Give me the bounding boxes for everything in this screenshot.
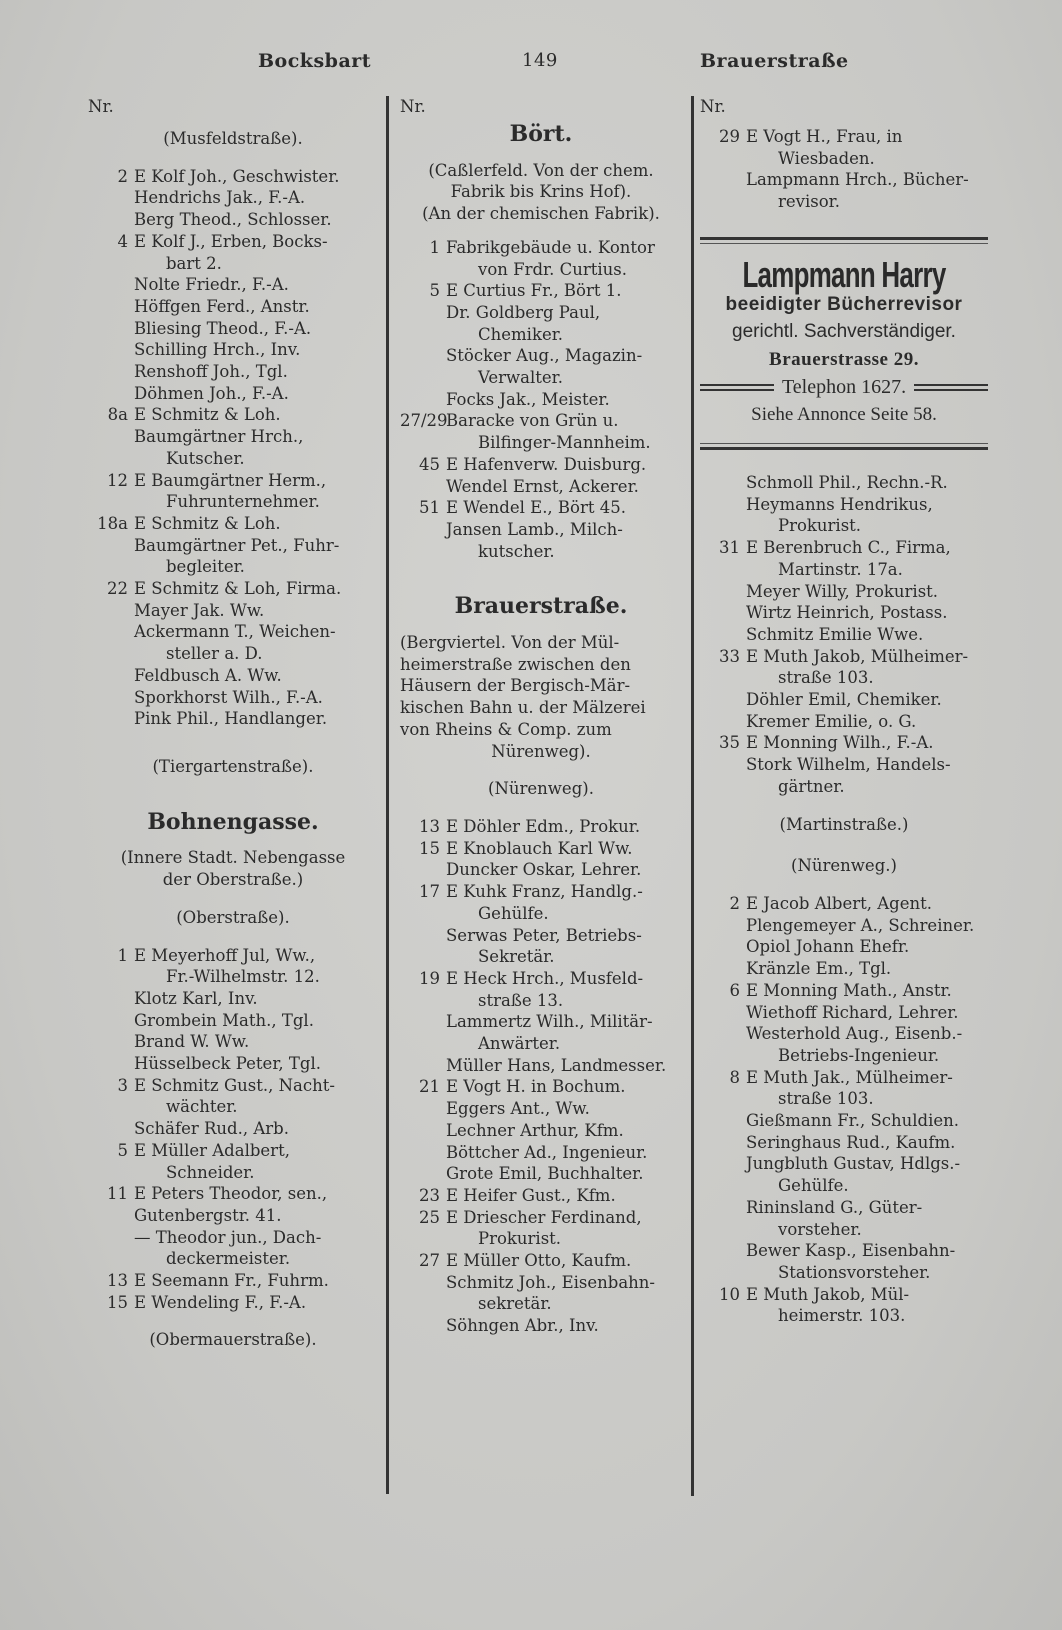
entry-continuation: heimerstr. 103.: [778, 1306, 906, 1326]
entry-text: E Müller Adalbert,: [134, 1140, 290, 1160]
directory-entry: [700, 1284, 988, 1327]
directory-entry: [400, 1120, 682, 1142]
directory-entry: [88, 339, 378, 361]
entry-continuation: steller a. D.: [166, 644, 263, 664]
entry-text: Brand W. Ww.: [134, 1032, 250, 1052]
entry-text: E Muth Jak., Mülheimer-: [746, 1067, 953, 1087]
entry-text: Eggers Ant., Ww.: [446, 1099, 590, 1119]
directory-entry: [88, 1031, 378, 1053]
entry-continuation: Stationsvorsteher.: [778, 1262, 931, 1282]
entry-list: [400, 237, 682, 563]
entry-text: — Theodor jun., Dach-: [134, 1227, 322, 1247]
directory-entry: [700, 169, 988, 212]
street-description-line: kischen Bahn u. der Mälzerei: [400, 698, 646, 718]
directory-entry: [700, 915, 988, 937]
directory-entry: [88, 687, 378, 709]
entry-text: Stöcker Aug., Magazin-: [446, 346, 643, 366]
entry-text: E Jacob Albert, Agent.: [746, 893, 932, 913]
house-number: 19: [419, 968, 440, 988]
directory-entry: [400, 345, 682, 388]
entry-text: Opiol Johann Ehefr.: [746, 937, 910, 957]
entry-text: Plengemeyer A., Schreiner.: [746, 915, 975, 935]
entry-text: E Muth Jakob, Mülheimer-: [746, 646, 969, 666]
directory-entry: [88, 1075, 378, 1118]
street-description-line: (Bergviertel. Von der Mül-: [400, 633, 620, 653]
house-number: 5: [117, 1140, 128, 1160]
cross-street-heading: (Tiergartenstraße).: [152, 756, 314, 776]
street-heading: Bohnengasse.: [147, 808, 319, 835]
ad-telephone-row: [700, 377, 988, 399]
street-heading: Brauerstraße.: [454, 593, 628, 620]
directory-entry: [88, 426, 378, 469]
directory-entry: [700, 494, 988, 537]
directory-entry: [88, 945, 378, 988]
house-number: 2: [117, 166, 128, 186]
entry-text: Feldbusch A. Ww.: [134, 665, 282, 685]
ad-double-rule: [700, 384, 774, 391]
street-description: [400, 632, 682, 762]
column-divider: [691, 96, 694, 1496]
house-number: 4: [117, 231, 128, 251]
directory-entry: [400, 1163, 682, 1185]
entry-continuation: Anwärter.: [478, 1034, 561, 1054]
entry-text: Lampmann Hrch., Bücher-: [746, 170, 969, 190]
house-number: 15: [419, 838, 440, 858]
ad-rule: [700, 243, 988, 244]
directory-entry: [700, 936, 988, 958]
entry-text: E Heifer Gust., Kfm.: [446, 1185, 616, 1205]
directory-entry: [88, 274, 378, 296]
directory-entry: [700, 1110, 988, 1132]
entry-text: Berg Theod., Schlosser.: [134, 210, 332, 230]
cross-street-heading: (Oberstraße).: [176, 907, 290, 927]
entry-text: E Seemann Fr., Fuhrm.: [134, 1271, 329, 1291]
nr-label: Nr.: [700, 97, 726, 116]
ad-rule: [700, 447, 988, 450]
street-description: Fabrik bis Krins Hof).: [450, 182, 632, 202]
entry-continuation: Gehülfe.: [478, 903, 549, 923]
entry-text: Serwas Peter, Betriebs-: [446, 925, 642, 945]
directory-entry: [88, 621, 378, 664]
entry-text: Schäfer Rud., Arb.: [134, 1119, 289, 1139]
directory-entry: [400, 1098, 682, 1120]
directory-entry: [400, 1011, 682, 1054]
entry-continuation: wächter.: [166, 1097, 238, 1117]
house-number: 31: [719, 538, 740, 558]
entry-continuation: gärtner.: [778, 776, 845, 796]
entry-text: Höffgen Ferd., Anstr.: [134, 296, 310, 316]
street-description-line: Häusern der Bergisch-Mär-: [400, 676, 631, 696]
house-number: 2: [729, 893, 740, 913]
entry-text: Lechner Arthur, Kfm.: [446, 1120, 624, 1140]
entry-continuation: Sekretär.: [478, 947, 555, 967]
entry-text: Grote Emil, Buchhalter.: [446, 1164, 644, 1184]
house-number: 17: [419, 882, 440, 902]
entry-list: [88, 166, 378, 730]
directory-entry: [88, 1270, 378, 1292]
entry-text: Wirtz Heinrich, Postass.: [746, 603, 948, 623]
directory-entry: [700, 126, 988, 169]
entry-text: E Döhler Edm., Prokur.: [446, 816, 641, 836]
directory-entry: [88, 600, 378, 622]
entry-continuation: Schneider.: [166, 1162, 255, 1182]
entry-text: Bliesing Theod., F.-A.: [134, 318, 312, 338]
entry-text: Westerhold Aug., Eisenb.-: [746, 1024, 963, 1044]
entry-text: E Kuhk Franz, Handlg.-: [446, 882, 643, 902]
directory-entry: [88, 383, 378, 405]
entry-continuation: Prokurist.: [478, 1229, 562, 1249]
directory-entry: [400, 1185, 682, 1207]
entry-continuation: Fuhrunternehmer.: [166, 492, 320, 512]
house-number: 13: [419, 816, 440, 836]
entry-continuation: von Frdr. Curtius.: [478, 259, 627, 279]
entry-continuation: deckermeister.: [166, 1249, 291, 1269]
directory-entry: [400, 859, 682, 881]
entry-text: Duncker Oskar, Lehrer.: [446, 860, 642, 880]
entry-text: E Wendeling F., F.-A.: [134, 1292, 307, 1312]
directory-entry: [700, 893, 988, 915]
directory-entry: [400, 1272, 682, 1315]
house-number: 12: [107, 470, 128, 490]
directory-entry: [700, 472, 988, 494]
entry-text: Seringhaus Rud., Kaufm.: [746, 1132, 956, 1152]
running-head-left: Bocksbart: [258, 50, 372, 72]
directory-entry: [88, 470, 378, 513]
house-number: 1: [429, 237, 440, 257]
entry-text: Gießmann Fr., Schuldien.: [746, 1111, 960, 1131]
directory-entry: [400, 1250, 682, 1272]
entry-text: Bewer Kasp., Eisenbahn-: [746, 1241, 956, 1261]
street-description: der Oberstraße.): [162, 870, 304, 890]
entry-continuation: straße 13.: [478, 990, 564, 1010]
street-description: (An der chemischen Fabrik).: [422, 204, 660, 224]
street-description-line: heimerstraße zwischen den: [400, 654, 631, 674]
entry-text: E Wendel E., Bört 45.: [446, 498, 626, 518]
house-number: 1: [117, 945, 128, 965]
entry-text: E Schmitz Gust., Nacht-: [134, 1075, 335, 1095]
entry-text: Rininsland G., Güter-: [746, 1197, 923, 1217]
house-number: 15: [107, 1292, 128, 1312]
directory-entry: [88, 187, 378, 209]
entry-text: Focks Jak., Meister.: [446, 389, 610, 409]
entry-continuation: Martinstr. 17a.: [778, 559, 903, 579]
directory-entry: [700, 980, 988, 1002]
entry-text: Schmitz Emilie Wwe.: [746, 624, 924, 644]
directory-entry: [88, 1053, 378, 1075]
directory-entry: [88, 1205, 378, 1227]
column-divider: [386, 96, 389, 1494]
entry-text: Jansen Lamb., Milch-: [446, 519, 623, 539]
directory-entry: [700, 1002, 988, 1024]
entry-continuation: Fr.-Wilhelmstr. 12.: [166, 967, 320, 987]
entry-text: E Meyerhoff Jul, Ww.,: [134, 945, 316, 965]
house-number: 33: [719, 646, 740, 666]
house-number: 22: [107, 579, 128, 599]
house-number: 25: [419, 1207, 440, 1227]
directory-entry: [88, 535, 378, 578]
directory-entry: [88, 1010, 378, 1032]
entry-list: [700, 472, 988, 798]
house-number: 21: [419, 1077, 440, 1097]
entry-continuation: Bilfinger-Mannheim.: [478, 433, 651, 453]
directory-entry: [400, 838, 682, 860]
entry-text: Dr. Goldberg Paul,: [446, 302, 601, 322]
entry-text: Baumgärtner Pet., Fuhr-: [134, 535, 340, 555]
entry-continuation: Betriebs-Ingenieur.: [778, 1045, 940, 1065]
entry-continuation: Kutscher.: [166, 448, 245, 468]
entry-text: Schmoll Phil., Rechn.-R.: [746, 473, 948, 493]
ad-address: Brauerstrasse 29.: [769, 348, 919, 370]
entry-text: Nolte Friedr., F.-A.: [134, 275, 289, 295]
house-number: 8: [729, 1067, 740, 1087]
directory-entry: [400, 1315, 682, 1337]
page-number: 149: [522, 50, 558, 71]
entry-continuation: Prokurist.: [778, 516, 862, 536]
directory-entry: [700, 581, 988, 603]
entry-text: Baracke von Grün u.: [446, 411, 619, 431]
entry-text: Wiethoff Richard, Lehrer.: [746, 1002, 959, 1022]
entry-text: E Muth Jakob, Mül-: [746, 1284, 910, 1304]
entry-continuation: straße 103.: [778, 1089, 874, 1109]
cross-street-heading: (Nürenweg).: [488, 779, 594, 799]
directory-entry: [88, 296, 378, 318]
entry-continuation: vorsteher.: [778, 1219, 862, 1239]
entry-text: Söhngen Abr., Inv.: [446, 1316, 599, 1336]
directory-entry: [88, 209, 378, 231]
house-number: 13: [107, 1271, 128, 1291]
entry-text: Mayer Jak. Ww.: [134, 600, 265, 620]
directory-entry: [400, 881, 682, 924]
directory-entry: [88, 665, 378, 687]
directory-entry: [700, 689, 988, 711]
directory-entry: [700, 1240, 988, 1283]
entry-text: E Kolf J., Erben, Bocks-: [134, 231, 328, 251]
directory-entry: [400, 476, 682, 498]
entry-text: Schmitz Joh., Eisenbahn-: [446, 1272, 655, 1292]
ad-role: gerichtl. Sachverständiger.: [732, 321, 956, 343]
entry-text: Müller Hans, Landmesser.: [446, 1055, 667, 1075]
entry-text: E Vogt H., Frau, in: [746, 127, 903, 146]
cross-street-heading: (Musfeldstraße).: [163, 129, 303, 148]
directory-entry: [700, 958, 988, 980]
cross-street-heading: (Nürenweg.): [791, 856, 897, 876]
entry-text: Kremer Emilie, o. G.: [746, 711, 917, 731]
directory-entry: [700, 754, 988, 797]
directory-entry: [400, 968, 682, 1011]
entry-text: E Heck Hrch., Musfeld-: [446, 968, 644, 988]
street-description: (Caßlerfeld. Von der chem.: [428, 160, 654, 180]
house-number: 45: [419, 454, 440, 474]
column-3: [700, 96, 988, 1327]
entry-text: E Hafenverw. Duisburg.: [446, 454, 647, 474]
column-1: [88, 96, 378, 1355]
directory-entry: [400, 925, 682, 968]
entry-text: Meyer Willy, Prokurist.: [746, 581, 939, 601]
directory-entry: [700, 1197, 988, 1240]
directory-entry: [400, 497, 682, 519]
directory-entry: [700, 711, 988, 733]
entry-text: E Berenbruch C., Firma,: [746, 538, 951, 558]
ad-reference: Siehe Annonce Seite 58.: [751, 404, 937, 426]
nr-label: Nr.: [88, 97, 114, 116]
directory-entry: [400, 410, 682, 453]
entry-continuation: begleiter.: [166, 557, 245, 577]
entry-text: E Curtius Fr., Bört 1.: [446, 281, 622, 301]
street-description: (Innere Stadt. Nebengasse: [120, 848, 346, 868]
entry-continuation: revisor.: [778, 192, 840, 212]
advertisement: [700, 237, 988, 450]
ad-name: Lampmann Harry: [742, 253, 946, 295]
directory-entry: [400, 1142, 682, 1164]
house-number: 11: [107, 1184, 128, 1204]
directory-entry: [88, 578, 378, 600]
entry-text: Klotz Karl, Inv.: [134, 988, 258, 1008]
cross-street-heading: (Obermauerstraße).: [149, 1330, 317, 1350]
entry-text: Fabrikgebäude u. Kontor: [446, 237, 655, 257]
ad-rule: [700, 237, 988, 240]
house-number: 35: [719, 733, 740, 753]
directory-entry: [700, 537, 988, 580]
entry-text: Wendel Ernst, Ackerer.: [446, 476, 639, 496]
entry-text: E Knoblauch Karl Ww.: [446, 838, 633, 858]
directory-entry: [88, 1183, 378, 1205]
entry-text: E Schmitz & Loh, Firma.: [134, 579, 342, 599]
directory-entry: [700, 624, 988, 646]
street-description-line: Nürenweg).: [491, 741, 591, 761]
entry-text: Döhler Emil, Chemiker.: [746, 690, 942, 710]
house-number: 18a: [97, 513, 128, 533]
running-head-right: Brauerstraße: [700, 50, 849, 72]
house-number: 27: [419, 1251, 440, 1271]
directory-entry: [400, 237, 682, 280]
house-number: 6: [729, 980, 740, 1000]
street-heading: Bört.: [509, 121, 573, 147]
directory-entry: [700, 1067, 988, 1110]
entry-text: Lammertz Wilh., Militär-: [446, 1012, 653, 1032]
directory-entry: [400, 519, 682, 562]
entry-text: E Müller Otto, Kaufm.: [446, 1251, 632, 1271]
house-number: 8a: [107, 405, 128, 425]
entry-list: [700, 893, 988, 1327]
entry-text: E Monning Wilh., F.-A.: [746, 733, 934, 753]
entry-text: Schilling Hrch., Inv.: [134, 340, 301, 360]
entry-text: E Baumgärtner Herm.,: [134, 470, 327, 490]
entry-text: E Peters Theodor, sen.,: [134, 1184, 328, 1204]
entry-continuation: bart 2.: [166, 253, 222, 273]
entry-continuation: Verwalter.: [478, 368, 564, 388]
directory-entry: [400, 1076, 682, 1098]
directory-entry: [88, 1292, 378, 1314]
directory-entry: [700, 1132, 988, 1154]
directory-entry: [88, 404, 378, 426]
entry-continuation: kutscher.: [478, 541, 555, 561]
ad-telephone: Telephon 1627.: [781, 375, 907, 398]
directory-entry: [400, 302, 682, 345]
entry-text: Böttcher Ad., Ingenieur.: [446, 1142, 648, 1162]
nr-label: Nr.: [400, 97, 426, 116]
house-number: 51: [419, 498, 440, 518]
directory-entry: [88, 513, 378, 535]
directory-entry: [88, 1118, 378, 1140]
entry-text: Baumgärtner Hrch.,: [134, 427, 304, 447]
directory-entry: [88, 708, 378, 730]
directory-entry: [88, 1227, 378, 1270]
directory-entry: [700, 646, 988, 689]
house-number: 3: [117, 1075, 128, 1095]
entry-text: E Schmitz & Loh.: [134, 405, 281, 425]
entry-text: Jungbluth Gustav, Hdlgs.-: [746, 1154, 961, 1174]
entry-text: Döhmen Joh., F.-A.: [134, 383, 289, 403]
entry-text: Heymanns Hendrikus,: [746, 494, 933, 514]
entry-text: E Monning Math., Anstr.: [746, 980, 952, 1000]
house-number: 29: [719, 127, 740, 146]
entry-text: Grombein Math., Tgl.: [134, 1010, 314, 1030]
directory-entry: [400, 1055, 682, 1077]
ad-rule: [700, 443, 988, 444]
directory-entry: [700, 602, 988, 624]
entry-text: Sporkhorst Wilh., F.-A.: [134, 687, 323, 707]
street-description-line: von Rheins & Comp. zum: [400, 719, 612, 739]
entry-text: E Vogt H. in Bochum.: [446, 1077, 626, 1097]
directory-entry: [700, 732, 988, 754]
house-number: 23: [419, 1185, 440, 1205]
house-number: 5: [429, 281, 440, 301]
house-number: 27/29: [400, 411, 448, 431]
directory-entry: [700, 1153, 988, 1196]
directory-entry: [400, 280, 682, 302]
entry-continuation: straße 103.: [778, 668, 874, 688]
entry-continuation: sekretär.: [478, 1294, 552, 1314]
entry-text: Hüsselbeck Peter, Tgl.: [134, 1054, 321, 1074]
directory-entry: [88, 1140, 378, 1183]
entry-text: E Driescher Ferdinand,: [446, 1207, 642, 1227]
entry-list: [700, 126, 988, 213]
directory-entry: [88, 318, 378, 340]
directory-entry: [88, 361, 378, 383]
entry-text: Kränzle Em., Tgl.: [746, 959, 892, 979]
entry-continuation: Wiesbaden.: [778, 148, 875, 168]
entry-list: [88, 945, 378, 1314]
entry-text: Pink Phil., Handlanger.: [134, 709, 328, 729]
directory-entry: [700, 1023, 988, 1066]
ad-double-rule: [914, 384, 988, 391]
entry-text: E Schmitz & Loh.: [134, 513, 281, 533]
entry-text: Ackermann T., Weichen-: [134, 622, 336, 642]
directory-entry: [400, 1207, 682, 1250]
cross-street-heading: (Martinstraße.): [779, 814, 909, 834]
entry-text: Hendrichs Jak., F.-A.: [134, 188, 306, 208]
directory-entry: [88, 166, 378, 188]
entry-text: E Kolf Joh., Geschwister.: [134, 166, 340, 186]
entry-text: Stork Wilhelm, Handels-: [746, 755, 951, 775]
entry-continuation: Gehülfe.: [778, 1176, 849, 1196]
directory-entry: [400, 389, 682, 411]
directory-entry: [88, 988, 378, 1010]
entry-continuation: Chemiker.: [478, 324, 564, 344]
directory-entry: [88, 231, 378, 274]
entry-text: Renshoff Joh., Tgl.: [134, 362, 288, 382]
directory-entry: [400, 454, 682, 476]
entry-text: Gutenbergstr. 41.: [134, 1205, 282, 1225]
ad-title: beeidigter Bücherrevisor: [725, 293, 963, 315]
entry-list: [400, 816, 682, 1337]
column-2: [400, 96, 682, 1337]
directory-entry: [400, 816, 682, 838]
house-number: 10: [719, 1284, 740, 1304]
